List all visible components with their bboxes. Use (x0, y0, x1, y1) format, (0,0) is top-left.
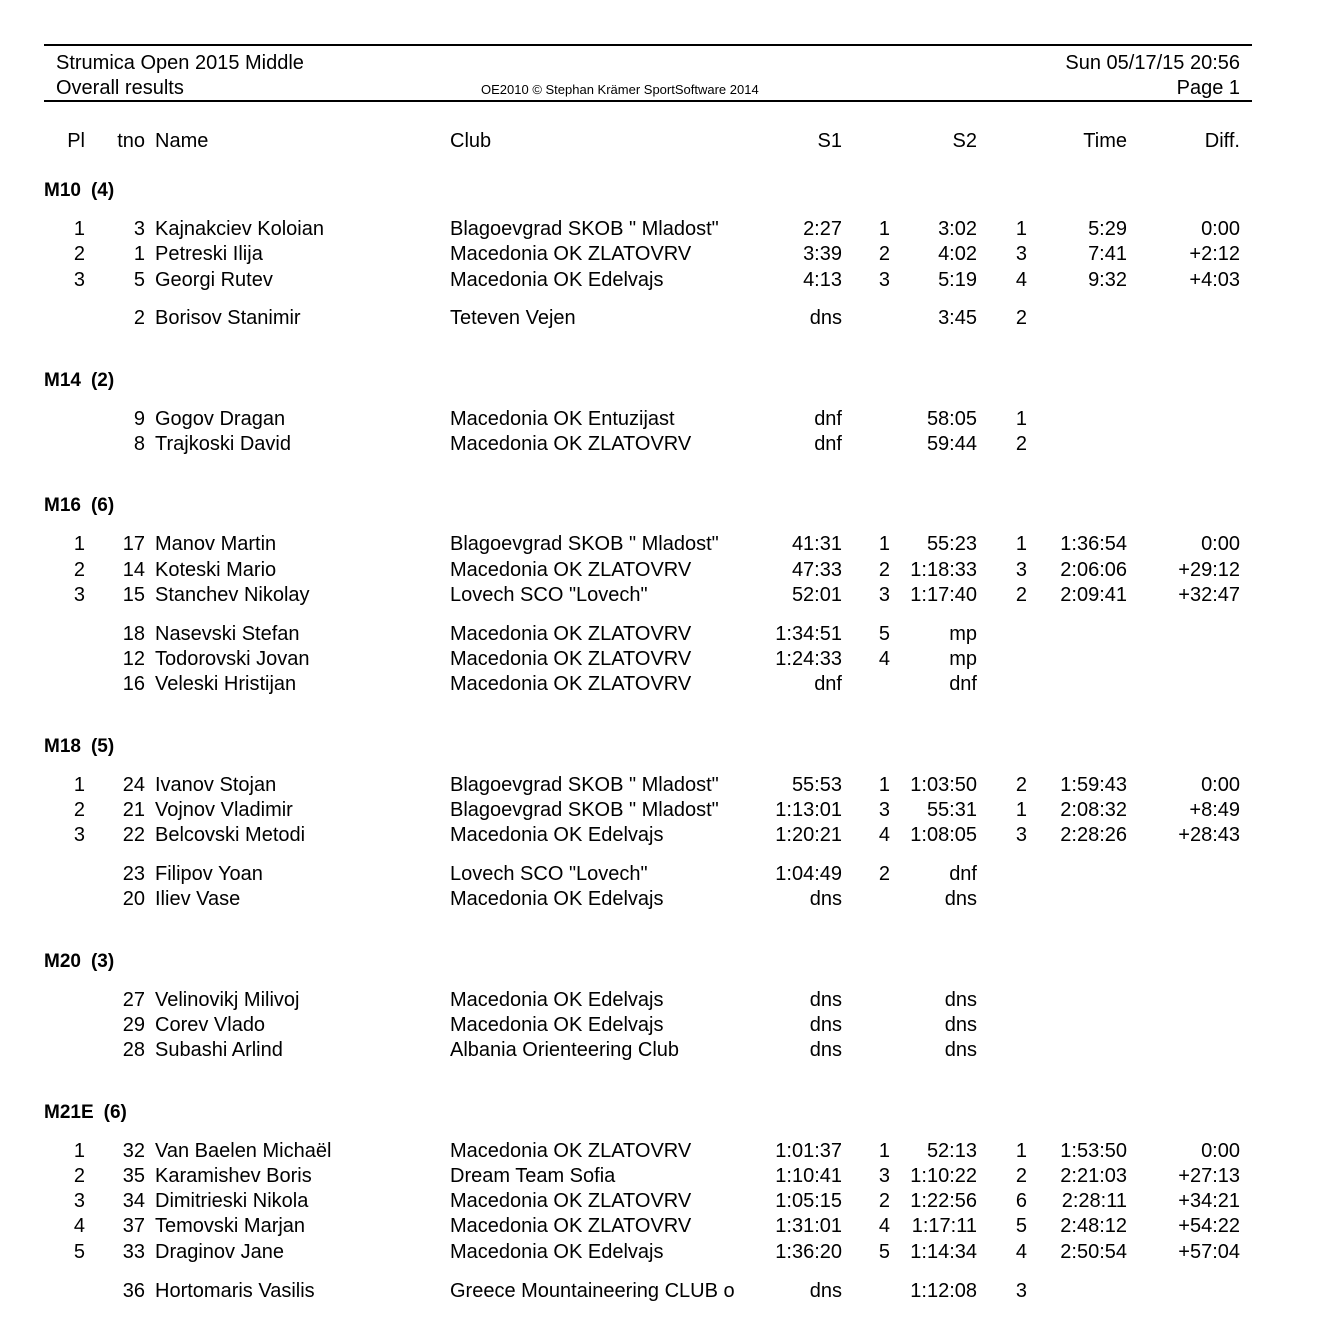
tno: 32 (122, 1139, 145, 1162)
software-credit: OE2010 © Stephan Krämer SportSoftware 2014 (481, 82, 759, 97)
tno: 8 (133, 433, 145, 455)
s2-rank: 2 (1015, 1164, 1027, 1187)
name: Hortomaris Vasilis (155, 1279, 315, 1302)
tno: 14 (122, 558, 145, 581)
s2-rank: 3 (1015, 1279, 1027, 1302)
s2-time: 5:19 (938, 268, 977, 291)
s1-rank: 2 (878, 863, 890, 885)
name: Manov Martin (155, 533, 277, 556)
result-row (0, 306, 1322, 331)
total-time: 2:08:32 (1060, 798, 1127, 821)
time-diff: +32:47 (1178, 583, 1240, 606)
name: Veleski Hristijan (155, 673, 297, 696)
s2-rank: 1 (1015, 407, 1027, 430)
event-title: Strumica Open 2015 Middle (56, 52, 304, 74)
tno: 18 (122, 622, 145, 645)
s2-time: 4:02 (938, 243, 977, 266)
total-time: 2:06:06 (1060, 558, 1127, 581)
place: 4 (73, 1215, 85, 1238)
tno: 23 (122, 863, 145, 885)
s2-time: 55:31 (926, 798, 977, 821)
result-row (0, 798, 1322, 823)
class-count: (3) (90, 950, 115, 972)
s2-time: 1:17:40 (910, 583, 977, 606)
name: Georgi Rutev (155, 268, 273, 291)
class-name: M18 (44, 735, 81, 757)
result-row (0, 862, 1322, 887)
class-name: M10 (44, 180, 81, 201)
result-row (0, 1240, 1322, 1265)
column-header-place: Pl (67, 130, 85, 152)
class-count: (2) (90, 369, 115, 391)
print-datetime: Sun 05/17/15 20:56 (1065, 52, 1240, 74)
result-row (0, 773, 1322, 798)
class-heading (44, 494, 114, 518)
s1-rank: 1 (878, 533, 890, 556)
s2-time: 1:14:34 (910, 1240, 977, 1263)
s2-rank: 2 (1015, 583, 1027, 606)
results-subtitle: Overall results (56, 77, 184, 99)
s1-time: 1:24:33 (775, 648, 842, 670)
s2-time: dns (944, 888, 977, 911)
s2-time: 52:13 (926, 1139, 977, 1162)
club: Blagoevgrad SKOB " Mladost" (450, 773, 719, 796)
s1-time: dns (809, 1013, 842, 1036)
total-time: 2:50:54 (1060, 1240, 1127, 1263)
club: Macedonia OK ZLATOVRV (450, 433, 692, 455)
name: Draginov Jane (155, 1240, 284, 1263)
club: Macedonia OK ZLATOVRV (450, 622, 692, 645)
time-diff: +8:49 (1189, 798, 1240, 821)
class-heading (44, 735, 114, 759)
s2-rank: 3 (1015, 824, 1027, 847)
place: 3 (73, 1190, 85, 1213)
class-count: (4) (90, 180, 115, 201)
tno: 12 (122, 648, 145, 670)
tno: 3 (133, 218, 145, 240)
class-name: M21E (44, 1101, 94, 1123)
club: Macedonia OK ZLATOVRV (450, 558, 692, 581)
s1-rank: 1 (878, 1139, 890, 1162)
result-row (0, 887, 1322, 912)
s1-time: 41:31 (791, 533, 842, 556)
result-row (0, 558, 1322, 583)
column-header-club: Club (450, 130, 492, 152)
total-time: 7:41 (1088, 243, 1127, 266)
s1-time: dns (809, 888, 842, 911)
s1-time: 2:27 (803, 218, 842, 240)
s1-time: 47:33 (791, 558, 842, 581)
s1-time: dns (809, 1279, 842, 1302)
time-diff: +57:04 (1178, 1240, 1240, 1263)
s1-time: dnf (814, 407, 842, 430)
total-time: 2:28:26 (1060, 824, 1127, 847)
s2-rank: 1 (1015, 218, 1027, 240)
name: Van Baelen Michaël (155, 1139, 332, 1162)
club: Macedonia OK ZLATOVRV (450, 1190, 692, 1213)
club: Albania Orienteering Club (450, 1039, 680, 1062)
class-name: M16 (44, 495, 81, 517)
name: Gogov Dragan (155, 407, 286, 430)
s1-time: dnf (814, 433, 842, 455)
tno: 35 (122, 1164, 145, 1187)
s1-time: 4:13 (803, 268, 842, 291)
s2-time: 58:05 (926, 407, 977, 430)
time-diff: +54:22 (1178, 1215, 1240, 1238)
s1-rank: 4 (878, 1215, 890, 1238)
column-header-diff: Diff. (1204, 130, 1240, 152)
s1-time: 1:10:41 (775, 1164, 842, 1187)
place: 1 (73, 533, 85, 556)
s1-time: 52:01 (791, 583, 842, 606)
result-row (0, 268, 1322, 293)
s1-time: dns (809, 988, 842, 1011)
s2-rank: 3 (1015, 558, 1027, 581)
s2-rank: 2 (1015, 307, 1027, 330)
name: Karamishev Boris (155, 1164, 312, 1187)
s1-time: 1:05:15 (775, 1190, 842, 1213)
s2-time: 1:17:11 (911, 1215, 977, 1238)
tno: 27 (122, 988, 145, 1011)
result-row (0, 622, 1322, 647)
tno: 5 (133, 268, 145, 291)
class-name: M20 (44, 950, 81, 972)
place: 3 (73, 583, 85, 606)
tno: 28 (122, 1039, 145, 1062)
tno: 22 (122, 824, 145, 847)
tno: 16 (122, 673, 145, 696)
club: Teteven Vejen (450, 307, 576, 330)
s1-rank: 3 (878, 798, 890, 821)
s1-time: 55:53 (791, 773, 842, 796)
result-row (0, 432, 1322, 457)
total-time: 1:36:54 (1060, 533, 1127, 556)
s1-rank: 1 (878, 773, 890, 796)
s2-time: 1:03:50 (910, 773, 977, 796)
class-count: (6) (103, 1101, 127, 1123)
club: Macedonia OK ZLATOVRV (450, 648, 692, 670)
s2-rank: 1 (1015, 798, 1027, 821)
name: Borisov Stanimir (155, 307, 301, 330)
s2-rank: 5 (1015, 1215, 1027, 1238)
class-heading (44, 179, 114, 203)
tno: 37 (122, 1215, 145, 1238)
s1-rank: 4 (878, 648, 890, 670)
time-diff: +34:21 (1178, 1190, 1240, 1213)
club: Macedonia OK ZLATOVRV (450, 673, 692, 696)
tno: 33 (122, 1240, 145, 1263)
total-time: 2:28:11 (1061, 1190, 1127, 1213)
s2-time: 59:44 (926, 433, 977, 455)
s1-time: 1:04:49 (775, 863, 842, 885)
time-diff: 0:00 (1201, 533, 1240, 556)
s1-time: 1:36:20 (775, 1240, 842, 1263)
s2-time: dnf (949, 863, 977, 885)
club: Macedonia OK Edelvajs (450, 1240, 664, 1263)
club: Blagoevgrad SKOB " Mladost" (450, 798, 719, 821)
total-time: 9:32 (1088, 268, 1127, 291)
s1-time: 3:39 (803, 243, 842, 266)
result-row (0, 1189, 1322, 1214)
s2-time: 1:18:33 (910, 558, 977, 581)
total-time: 2:09:41 (1060, 583, 1127, 606)
place: 5 (73, 1240, 85, 1263)
s2-time: dns (944, 1039, 977, 1062)
s1-time: 1:20:21 (775, 824, 842, 847)
club: Macedonia OK Edelvajs (450, 268, 664, 291)
name: Trajkoski David (155, 433, 291, 455)
result-row (0, 672, 1322, 697)
club: Blagoevgrad SKOB " Mladost" (450, 533, 719, 556)
result-row (0, 1038, 1322, 1063)
tno: 17 (122, 533, 145, 556)
tno: 15 (122, 583, 145, 606)
club: Macedonia OK Edelvajs (450, 888, 664, 911)
s2-time: mp (949, 622, 977, 645)
club: Macedonia OK Entuzijast (450, 407, 675, 430)
club: Dream Team Sofia (450, 1164, 616, 1187)
s1-rank: 3 (878, 1164, 890, 1187)
time-diff: 0:00 (1201, 773, 1240, 796)
class-count: (6) (90, 495, 115, 517)
place: 2 (73, 558, 85, 581)
club: Macedonia OK ZLATOVRV (450, 243, 692, 266)
class-heading (44, 1101, 127, 1125)
s2-rank: 6 (1015, 1190, 1027, 1213)
result-row (0, 1164, 1322, 1189)
total-time: 2:48:12 (1060, 1215, 1127, 1238)
name: Stanchev Nikolay (155, 583, 310, 606)
s2-time: dns (944, 1013, 977, 1036)
tno: 1 (133, 243, 145, 266)
name: Kajnakciev Koloian (155, 218, 324, 240)
tno: 29 (122, 1013, 145, 1036)
club: Macedonia OK Edelvajs (450, 824, 664, 847)
club: Macedonia OK ZLATOVRV (450, 1139, 692, 1162)
result-row (0, 242, 1322, 267)
time-diff: +29:12 (1178, 558, 1240, 581)
time-diff: +4:03 (1189, 268, 1240, 291)
class-heading (44, 369, 114, 393)
place: 1 (73, 773, 85, 796)
total-time: 5:29 (1088, 218, 1127, 240)
s2-rank: 2 (1015, 773, 1027, 796)
tno: 36 (122, 1279, 145, 1302)
place: 1 (73, 218, 85, 240)
s1-rank: 5 (878, 622, 890, 645)
s2-time: 1:10:22 (910, 1164, 977, 1187)
time-diff: +2:12 (1189, 243, 1240, 266)
s2-time: 1:12:08 (910, 1279, 977, 1302)
s2-time: mp (949, 648, 977, 670)
result-row (0, 823, 1322, 848)
column-header-s2: S2 (952, 130, 977, 152)
place: 1 (73, 1139, 85, 1162)
column-header-tno: tno (117, 130, 145, 152)
page-number: Page 1 (1176, 77, 1240, 99)
s2-rank: 1 (1015, 1139, 1027, 1162)
time-diff: +28:43 (1178, 824, 1240, 847)
total-time: 2:21:03 (1060, 1164, 1127, 1187)
class-name: M14 (44, 369, 81, 391)
name: Corev Vlado (155, 1013, 266, 1036)
s1-rank: 1 (878, 218, 890, 240)
s1-time: 1:01:37 (775, 1139, 842, 1162)
name: Subashi Arlind (155, 1039, 283, 1062)
s1-rank: 5 (878, 1240, 890, 1263)
tno: 24 (122, 773, 145, 796)
s1-time: dns (809, 307, 842, 330)
s2-time: 1:22:56 (910, 1190, 977, 1213)
place: 3 (73, 824, 85, 847)
tno: 21 (122, 798, 145, 821)
result-row (0, 647, 1322, 672)
result-row (0, 1279, 1322, 1304)
club: Macedonia OK Edelvajs (450, 1013, 664, 1036)
result-row (0, 1013, 1322, 1038)
class-heading (44, 950, 114, 974)
result-row (0, 988, 1322, 1013)
name: Petreski Ilija (155, 243, 263, 266)
s2-time: dns (944, 988, 977, 1011)
name: Iliev Vase (155, 888, 241, 911)
place: 3 (73, 268, 85, 291)
tno: 9 (133, 407, 145, 430)
total-time: 1:53:50 (1060, 1139, 1127, 1162)
s2-rank: 4 (1015, 268, 1027, 291)
s1-time: 1:31:01 (775, 1215, 842, 1238)
result-row (0, 217, 1322, 242)
name: Temovski Marjan (155, 1215, 306, 1238)
s2-rank: 4 (1015, 1240, 1027, 1263)
s2-rank: 2 (1015, 433, 1027, 455)
name: Ivanov Stojan (155, 773, 277, 796)
club: Lovech SCO "Lovech" (450, 583, 648, 606)
name: Todorovski Jovan (155, 648, 310, 670)
place: 2 (73, 1164, 85, 1187)
class-count: (5) (90, 735, 115, 757)
result-row (0, 532, 1322, 557)
result-row (0, 1139, 1322, 1164)
s1-rank: 3 (878, 583, 890, 606)
place: 2 (73, 798, 85, 821)
time-diff: +27:13 (1178, 1164, 1240, 1187)
s1-rank: 3 (878, 268, 890, 291)
result-row (0, 1214, 1322, 1239)
result-row (0, 407, 1322, 432)
name: Filipov Yoan (155, 863, 263, 885)
club: Macedonia OK ZLATOVRV (450, 1215, 692, 1238)
s2-rank: 1 (1015, 533, 1027, 556)
club: Lovech SCO "Lovech" (450, 863, 648, 885)
club: Blagoevgrad SKOB " Mladost" (450, 218, 719, 240)
s2-time: 1:08:05 (910, 824, 977, 847)
name: Vojnov Vladimir (155, 798, 293, 821)
s1-time: dns (809, 1039, 842, 1062)
s1-time: 1:13:01 (775, 798, 842, 821)
s2-time: 3:45 (938, 307, 977, 330)
s2-time: 55:23 (926, 533, 977, 556)
s1-rank: 2 (878, 558, 890, 581)
name: Dimitrieski Nikola (155, 1190, 309, 1213)
s1-time: 1:34:51 (775, 622, 842, 645)
name: Belcovski Metodi (155, 824, 306, 847)
result-row (0, 583, 1322, 608)
s1-time: dnf (814, 673, 842, 696)
column-header-s1: S1 (817, 130, 842, 152)
time-diff: 0:00 (1201, 1139, 1240, 1162)
s1-rank: 4 (878, 824, 890, 847)
name: Nasevski Stefan (155, 622, 300, 645)
tno: 34 (122, 1190, 145, 1213)
time-diff: 0:00 (1201, 218, 1240, 240)
column-header-time: Time (1083, 130, 1127, 152)
s2-time: 3:02 (938, 218, 977, 240)
place: 2 (73, 243, 85, 266)
club: Greece Mountaineering CLUB o (450, 1279, 735, 1302)
s2-rank: 3 (1015, 243, 1027, 266)
column-header-name: Name (155, 130, 209, 152)
s1-rank: 2 (878, 243, 890, 266)
name: Velinovikj Milivoj (155, 988, 300, 1011)
tno: 20 (122, 888, 145, 911)
s1-rank: 2 (878, 1190, 890, 1213)
name: Koteski Mario (155, 558, 277, 581)
total-time: 1:59:43 (1060, 773, 1127, 796)
tno: 2 (133, 307, 145, 330)
s2-time: dnf (949, 673, 977, 696)
club: Macedonia OK Edelvajs (450, 988, 664, 1011)
